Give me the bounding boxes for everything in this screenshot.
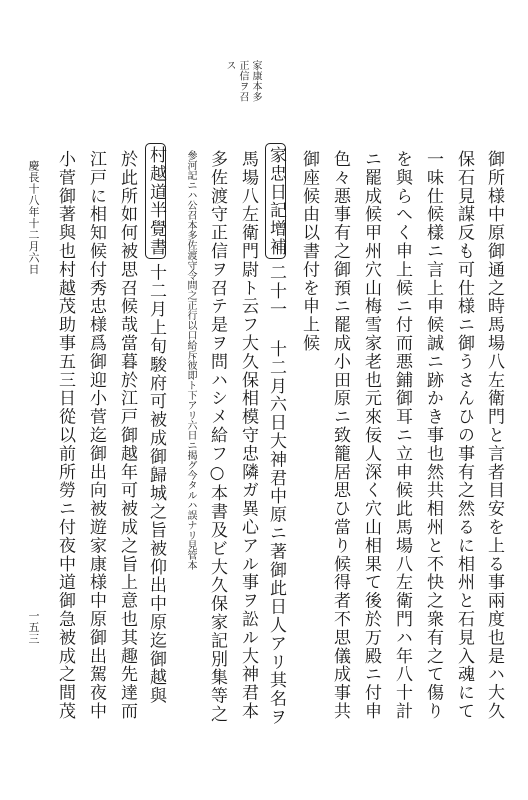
text-column-8 (265, 143, 286, 726)
text-column-8-body: 二十一 十二月六日大神君中原ニ著御此日人アリ其名ヲ (266, 263, 286, 727)
header-note-1: 家康本多 (250, 60, 261, 102)
text-column-15: 小菅御著與也村越茂助事五三日從以前所勞ニ付夜中道御急被成之間茂 (55, 150, 75, 721)
header-note-3: ス (224, 60, 235, 71)
source-heading-murakoshi: 村越道半覺書 (145, 143, 166, 259)
text-column-2: 保石見謀反も可仕様ニ御うさんひの事有之然るに相州と石見入魂にて (454, 150, 474, 721)
text-column-11 (181, 150, 198, 570)
annotation-note-tail: 六日ニ揭グ今タルハ誤ナリ見管本 (185, 420, 196, 570)
text-column-4: を與らへく申上候ニ付而悪鋪御耳ニ立申候此馬場八左衛門ハ年八十計 (392, 150, 412, 721)
page-number: 一五三 (27, 610, 40, 645)
text-column-7: 御座候由以書付を申上候 (299, 150, 319, 353)
text-column-3: 一味仕候樣ニ言上申候誠ニ跡かき事也然共相州と不快之衆有之て傷り (423, 150, 443, 721)
text-column-6: 色々悪事有之御預ニ罷成小田原ニ致籠居思ひ當り候得者不思儀成事共 (330, 150, 350, 721)
text-column-13: 於此所如何被思召候哉當暮於江戸御越年可被成之旨上意也其趣先達而 (117, 150, 137, 721)
text-column-12 (145, 143, 166, 705)
text-column-12-body: 十二月上旬駿府可被成御歸城之旨被仰出中原迄御越與 (146, 263, 166, 706)
source-heading-kachu-nikki: 家忠日記增補 (265, 143, 286, 259)
text-column-9: 馬場八左衛門尉ト云フ大久保相模守忠隣ガ異心アル事ヲ訟ル大神君本 (238, 150, 258, 721)
text-column-5: ニ罷成候甲州穴山梅雪家老也元來佞人深く穴山相果て後於万殿ニ付申 (361, 150, 381, 721)
annotation-note: 參河記ニハ公召本多佐渡守令問之正行以口給斥彼即ト下アリ (185, 150, 196, 420)
text-column-1: 御所様中原御通之時馬場八左衛門と言者目安を上る事兩度也是ハ大久 (484, 150, 504, 721)
text-column-10: 多佐渡守正信ヲ召テ是ヲ問ハシメ給フ○本書及ビ大久保家記別集等之 (207, 150, 227, 724)
footer-date: 慶長十八年十二月六日 (27, 160, 40, 275)
text-column-14: 江戸に相知候付秀忠様爲御迎小菅迄御出向被遊家康様中原御出駕夜中 (86, 150, 106, 721)
header-note-2: 正信ヲ召 (237, 60, 248, 102)
